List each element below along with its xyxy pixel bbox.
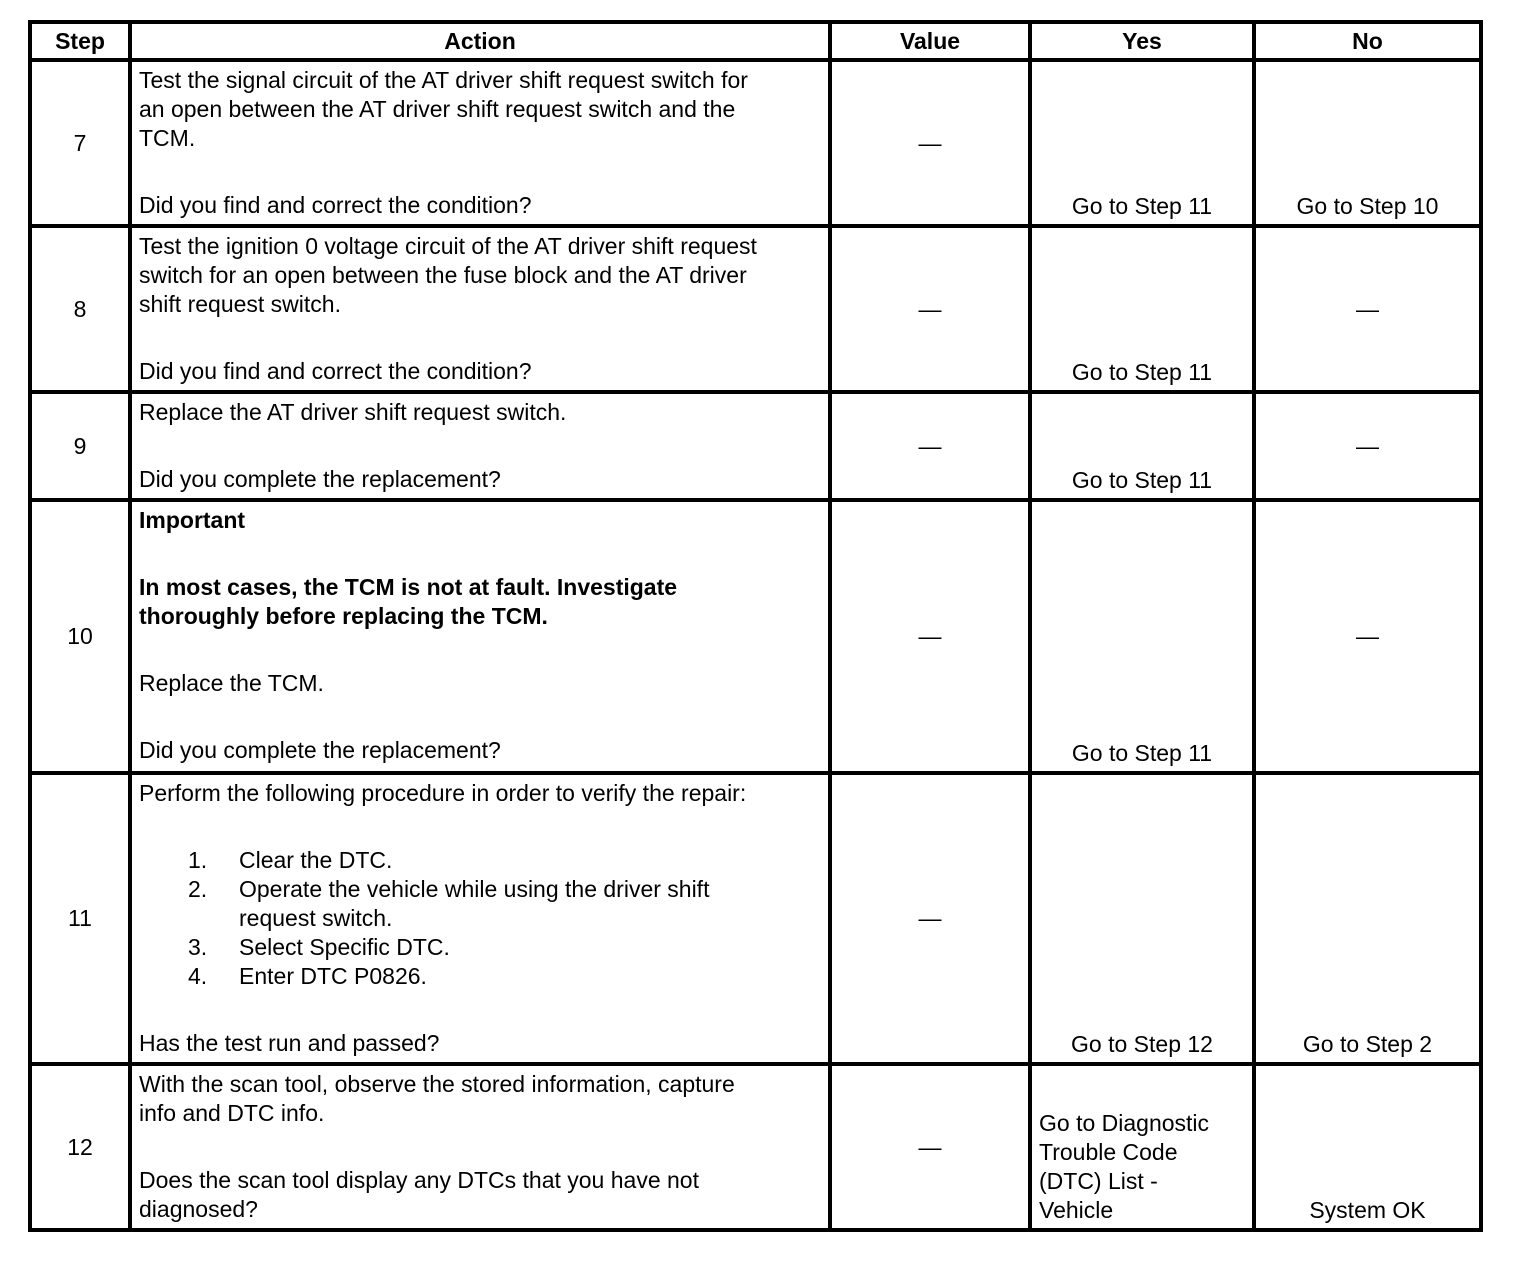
header-no: No: [1254, 22, 1481, 60]
list-number: 1.: [188, 847, 208, 873]
question-text: diagnosed?: [139, 1196, 258, 1222]
no-cell: —: [1254, 500, 1481, 773]
action-line: switch for an open between the fuse block and the AT driver: [139, 262, 747, 288]
yes-cell: [1030, 500, 1254, 773]
header-yes: Yes: [1030, 22, 1254, 60]
yes-link[interactable]: Go to Step 11: [1071, 359, 1213, 385]
value-cell: —: [830, 60, 1030, 226]
step-number: 10: [30, 500, 130, 773]
yes-link[interactable]: Go to Step 11: [1071, 193, 1213, 219]
list-number: 2.: [188, 876, 208, 902]
action-line: With the scan tool, observe the stored information, capture: [139, 1071, 735, 1097]
yes-cell: [1030, 60, 1254, 226]
procedure-list: [139, 846, 822, 991]
list-number: 3.: [188, 934, 208, 960]
no-cell: [1254, 773, 1481, 1064]
value-cell: —: [830, 1064, 1030, 1230]
list-text: Select Specific DTC.: [239, 934, 450, 960]
action-line: an open between the AT driver shift request switch and the: [139, 96, 736, 122]
action-line: shift request switch.: [139, 291, 341, 317]
list-text: Operate the vehicle while using the driver shift: [239, 876, 710, 902]
list-text: Enter DTC P0826.: [239, 963, 427, 989]
yes-link-line: Trouble Code: [1039, 1139, 1178, 1165]
action-line: Test the ignition 0 voltage circuit of the AT driver shift request: [139, 233, 757, 259]
action-cell: [130, 500, 830, 773]
action-line: info and DTC info.: [139, 1100, 325, 1126]
list-item: [188, 933, 822, 962]
header-step: Step: [30, 22, 130, 60]
step-number: 9: [30, 392, 130, 500]
yes-link-line: (DTC) List -: [1039, 1168, 1158, 1194]
action-cell: [130, 226, 830, 392]
no-result: System OK: [1309, 1197, 1426, 1223]
yes-cell: [1030, 392, 1254, 500]
action-line: Test the signal circuit of the AT driver shift request switch for: [139, 67, 748, 93]
action-cell: [130, 1064, 830, 1230]
action-line: TCM.: [139, 125, 196, 151]
important-label: Important: [139, 507, 246, 533]
yes-cell: [1030, 1064, 1254, 1230]
yes-cell: [1030, 773, 1254, 1064]
action-cell: [130, 60, 830, 226]
header-row: [30, 22, 1481, 60]
yes-link[interactable]: [1039, 1109, 1248, 1225]
no-cell: —: [1254, 392, 1481, 500]
table-row: [30, 500, 1481, 773]
no-link[interactable]: Go to Step 10: [1296, 193, 1439, 219]
question-text: Did you find and correct the condition?: [139, 192, 532, 218]
no-cell: [1254, 1064, 1481, 1230]
action-cell: [130, 773, 830, 1064]
step-number: 7: [30, 60, 130, 226]
list-number: 4.: [188, 963, 208, 989]
warning-line: thoroughly before replacing the TCM.: [139, 603, 548, 629]
question-text: Did you find and correct the condition?: [139, 358, 532, 384]
table-row: [30, 773, 1481, 1064]
value-cell: —: [830, 500, 1030, 773]
yes-link[interactable]: Go to Step 12: [1071, 1031, 1213, 1057]
table-row: [30, 392, 1481, 500]
header-value: Value: [830, 22, 1030, 60]
value-cell: —: [830, 773, 1030, 1064]
step-number: 8: [30, 226, 130, 392]
yes-link[interactable]: Go to Step 11: [1071, 740, 1213, 766]
yes-link-line: Vehicle: [1039, 1197, 1114, 1223]
list-text: Clear the DTC.: [239, 847, 393, 873]
action-line: Perform the following procedure in order to verify the repair:: [139, 780, 747, 806]
yes-cell: [1030, 226, 1254, 392]
warning-line: In most cases, the TCM is not at fault. Investigate: [139, 574, 678, 600]
action-cell: [130, 392, 830, 500]
question-text: Does the scan tool display any DTCs that you have not: [139, 1167, 699, 1193]
table-row: [30, 60, 1481, 226]
header-action: Action: [130, 22, 830, 60]
list-item: [188, 875, 822, 933]
question-text: Did you complete the replacement?: [139, 466, 501, 492]
diagnostic-table: [28, 20, 1483, 1232]
value-cell: —: [830, 226, 1030, 392]
question-text: Has the test run and passed?: [139, 1030, 440, 1056]
list-item: [188, 962, 822, 991]
step-number: 12: [30, 1064, 130, 1230]
list-text: request switch.: [239, 905, 393, 931]
list-item: [188, 846, 822, 875]
step-number: 11: [30, 773, 130, 1064]
table-row: [30, 226, 1481, 392]
yes-link[interactable]: Go to Step 11: [1071, 467, 1213, 493]
question-text: Did you complete the replacement?: [139, 737, 501, 763]
action-line: Replace the AT driver shift request switch.: [139, 399, 567, 425]
table-row: [30, 1064, 1481, 1230]
yes-link-line: Go to Diagnostic: [1039, 1110, 1210, 1136]
no-link[interactable]: Go to Step 2: [1302, 1031, 1433, 1057]
value-cell: —: [830, 392, 1030, 500]
action-line: Replace the TCM.: [139, 670, 324, 696]
no-cell: [1254, 60, 1481, 226]
no-cell: —: [1254, 226, 1481, 392]
